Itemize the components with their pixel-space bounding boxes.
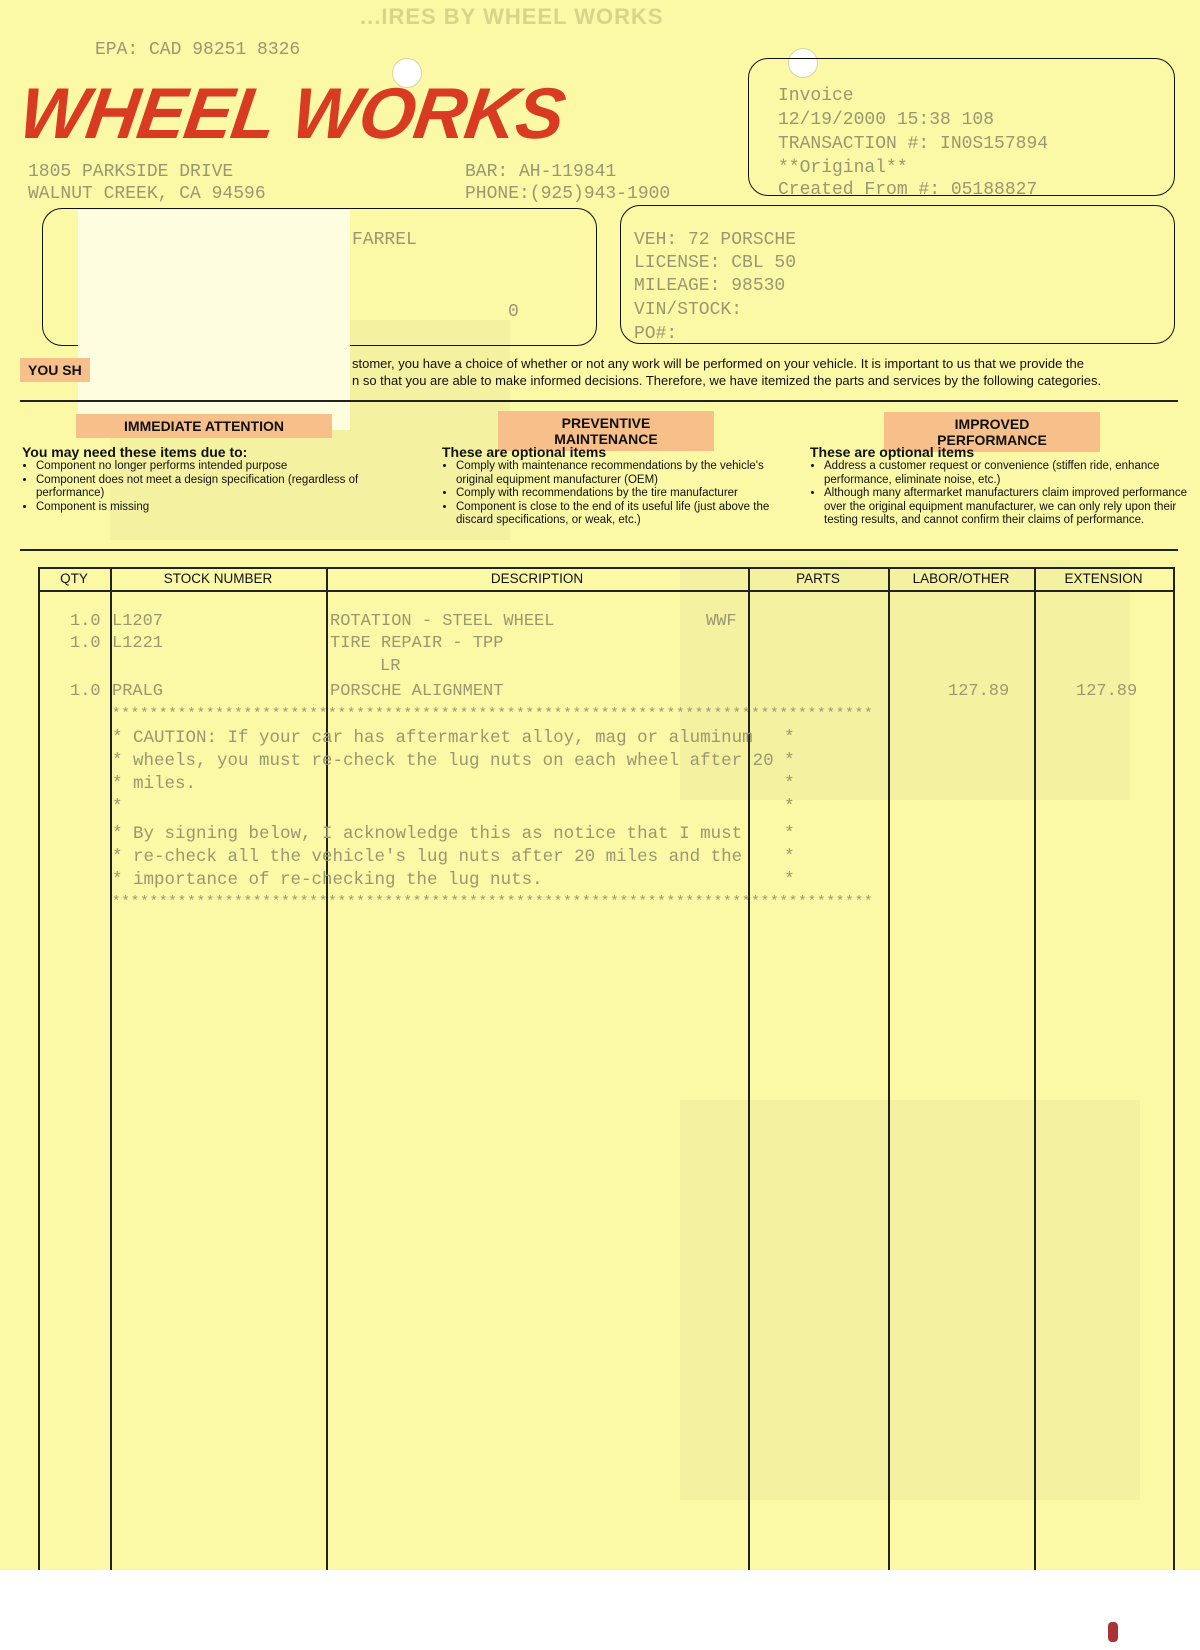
bullet-item: • Although many aftermarket manufacturers claim improved performance over the original equipment manufacturer, we can only rely upon their testing results, and cannot confirm their claims of performance. <box>824 487 1194 528</box>
row-code: WWF <box>706 612 737 631</box>
vehicle-mileage: MILEAGE: 98530 <box>634 276 786 296</box>
stars-divider: ********************************************************************************* <box>112 706 874 722</box>
table-col-rule <box>1173 567 1175 1570</box>
caution-line: * wheels, you must re-check the lug nuts on each wheel after 20 * <box>112 751 795 771</box>
caution-line: * CAUTION: If your car has aftermarket alloy, mag or aluminum * <box>112 728 795 748</box>
invoice-title: Invoice <box>778 86 854 106</box>
bullet-item: • Component is close to the end of its useful life (just above the discard specifications, or weak, etc.) <box>456 501 796 528</box>
immediate-bullets <box>22 460 376 514</box>
divider-bottom <box>20 549 1178 551</box>
row-qty: 1.0 <box>70 634 101 653</box>
epa-line: EPA: CAD 98251 8326 <box>95 40 301 60</box>
customer-field-zero: 0 <box>508 302 519 322</box>
redaction-patch <box>78 210 350 430</box>
corner-mark <box>1108 1622 1118 1642</box>
row-description: LR <box>380 657 401 676</box>
row-qty: 1.0 <box>70 612 101 631</box>
improved-performance-badge: IMPROVED PERFORMANCE <box>884 412 1100 452</box>
improved-heading: These are optional items <box>810 444 975 460</box>
row-description: TIRE REPAIR - TPP <box>330 634 504 653</box>
intro-line-1: stomer, you have a choice of whether or not any work will be performed on your vehicle. It is important to us that we provide the <box>352 356 1084 371</box>
table-col-rule <box>1034 567 1036 1570</box>
vehicle-info-box <box>620 205 1175 344</box>
vehicle-license: LICENSE: CBL 50 <box>634 253 797 273</box>
caution-line: * By signing below, I acknowledge this as notice that I must * <box>112 824 795 844</box>
immediate-attention-badge: IMMEDIATE ATTENTION <box>76 414 332 438</box>
intro-badge: YOU SH <box>20 358 90 382</box>
header-description: DESCRIPTION <box>490 571 584 586</box>
bullet-item: • Address a customer request or convenience (stiffen ride, enhance performance, eliminate noise, etc.) <box>824 460 1194 487</box>
divider-top <box>20 400 1178 402</box>
bullet-item: • Comply with maintenance recommendations by the vehicle's original equipment manufacturer (OEM) <box>456 460 796 487</box>
row-qty: 1.0 <box>70 682 101 701</box>
caution-line: * importance of re-checking the lug nuts. * <box>112 870 795 890</box>
address-line-1: 1805 PARKSIDE DRIVE <box>28 162 234 182</box>
stars-divider: ********************************************************************************* <box>112 894 874 910</box>
caution-line: * re-check all the vehicle's lug nuts after 20 miles and the * <box>112 847 795 867</box>
header-labor-other: LABOR/OTHER <box>912 571 1010 586</box>
header-parts: PARTS <box>796 571 840 586</box>
customer-name: FARREL <box>352 230 417 250</box>
row-description: PORSCHE ALIGNMENT <box>330 682 504 701</box>
bullet-item: • Component is missing <box>36 501 376 515</box>
table-top-border <box>38 567 1174 569</box>
transaction-number: TRANSACTION #: IN0S157894 <box>778 134 1049 154</box>
bar-number: BAR: AH-119841 <box>465 162 617 182</box>
faint-header-title: ...IRES BY WHEEL WORKS <box>360 4 664 29</box>
header-extension: EXTENSION <box>1064 571 1143 586</box>
row-description: ROTATION - STEEL WHEEL <box>330 612 555 631</box>
row-labor: 127.89 <box>948 682 1010 701</box>
table-header-border <box>38 590 1174 592</box>
row-stock: L1207 <box>112 612 164 631</box>
vehicle-vin: VIN/STOCK: <box>634 300 743 320</box>
bullet-item: • Comply with recommendations by the tire manufacturer <box>456 487 796 501</box>
preventive-maintenance-badge: PREVENTIVE MAINTENANCE <box>498 411 714 451</box>
vehicle-po: PO#: <box>634 324 678 344</box>
phone-number: PHONE:(925)943-1900 <box>465 184 671 204</box>
invoice-datetime: 12/19/2000 15:38 108 <box>778 110 995 130</box>
immediate-heading: You may need these items due to: <box>22 444 248 460</box>
bullet-item: • Component does not meet a design specification (regardless of performance) <box>36 474 376 501</box>
vehicle-model: VEH: 72 PORSCHE <box>634 230 797 250</box>
header-stock-number: STOCK NUMBER <box>163 571 273 586</box>
row-stock: PRALG <box>112 682 164 701</box>
address-line-2: WALNUT CREEK, CA 94596 <box>28 184 266 204</box>
caution-line: * miles. * <box>112 774 795 794</box>
original-mark: **Original** <box>778 158 908 178</box>
table-col-rule <box>38 567 40 1570</box>
wheel-works-logo: WHEEL WORKS <box>14 74 570 154</box>
improved-bullets <box>810 460 1194 528</box>
caution-line: * * <box>112 797 795 817</box>
intro-line-2: n so that you are able to make informed decisions. Therefore, we have itemized the parts and services by the following categories. <box>352 373 1102 388</box>
created-from: Created From #: 05188827 <box>778 180 1038 200</box>
table-col-rule <box>888 567 890 1570</box>
row-stock: L1221 <box>112 634 164 653</box>
bullet-item: • Component no longer performs intended purpose <box>36 460 376 474</box>
header-qty: QTY <box>60 571 88 586</box>
row-extension: 127.89 <box>1076 682 1138 701</box>
preventive-heading: These are optional items <box>442 444 607 460</box>
preventive-bullets <box>442 460 796 528</box>
